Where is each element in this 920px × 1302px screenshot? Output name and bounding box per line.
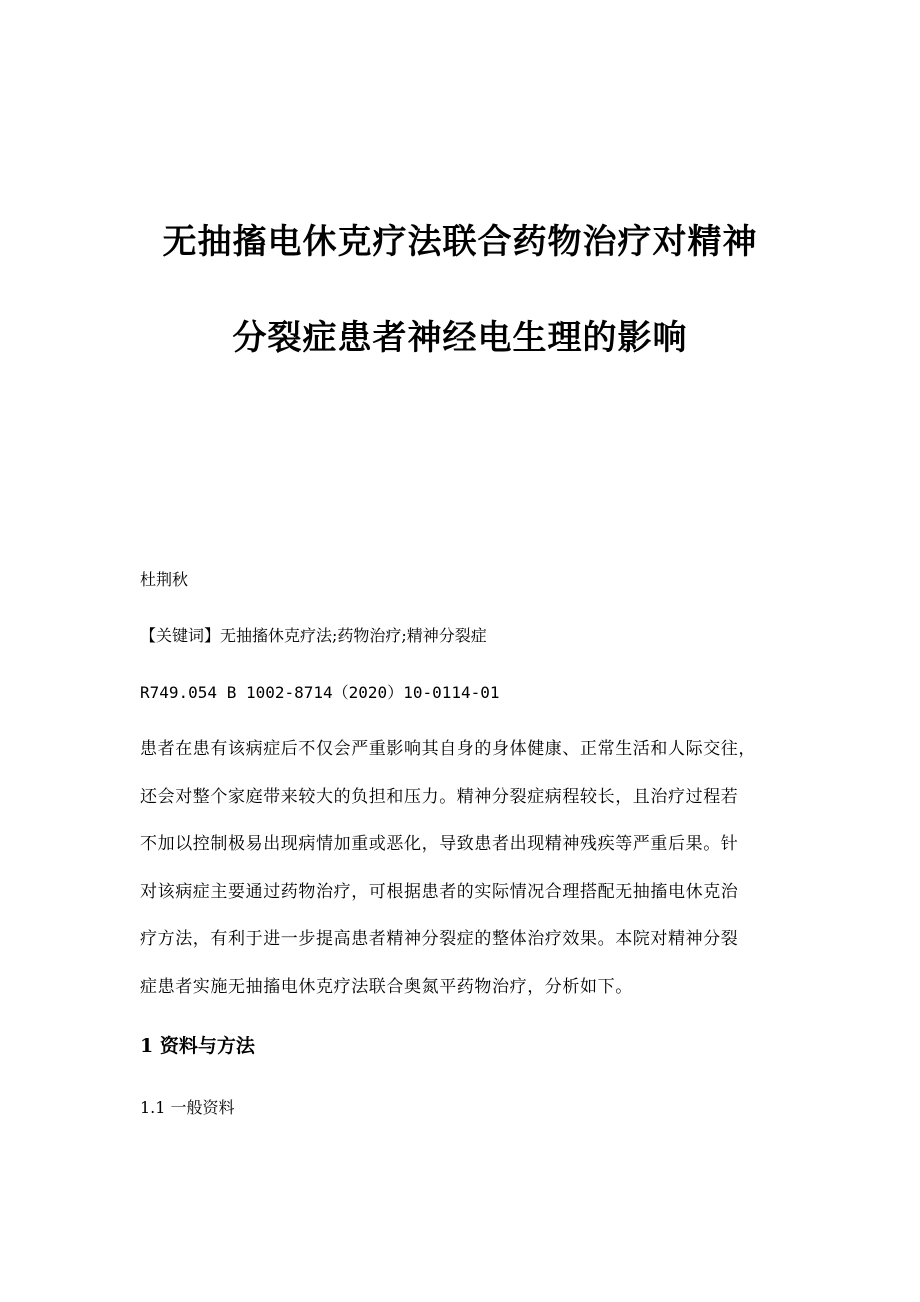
paragraph-line: 不加以控制极易出现病情加重或恶化，导致患者出现精神残疾等严重后果。针 — [140, 834, 739, 854]
subsection-heading: 1.1 一般资料 — [140, 1098, 235, 1117]
keywords-line: 【关键词】无抽搐休克疗法;药物治疗;精神分裂症 — [140, 626, 487, 645]
paragraph-line: 症患者实施无抽搐电休克疗法联合奥氮平药物治疗，分析如下。 — [140, 976, 633, 997]
paragraph-line: 对该病症主要通过药物治疗，可根据患者的实际情况合理搭配无抽搐电休克治 — [140, 881, 739, 902]
author-name: 杜荆秋 — [140, 570, 189, 589]
paragraph-line: 患者在患有该病症后不仅会严重影响其自身的身体健康、正常生活和人际交往， — [140, 739, 756, 759]
paper-title-line-2: 分裂症患者神经电生理的影响 — [232, 318, 688, 358]
intro-paragraph — [140, 726, 780, 1011]
paragraph-line: 还会对整个家庭带来较大的负担和压力。精神分裂症病程较长，且治疗过程若 — [140, 786, 739, 807]
paper-title-line-1: 无抽搐电休克疗法联合药物治疗对精神 — [162, 222, 758, 262]
paragraph-line: 疗方法，有利于进一步提高患者精神分裂症的整体治疗效果。本院对精神分裂 — [140, 929, 739, 949]
section-heading: 1 资料与方法 — [140, 1035, 255, 1057]
classification-code: R749.054 B 1002-8714（2020）10-0114-01 — [140, 683, 500, 702]
